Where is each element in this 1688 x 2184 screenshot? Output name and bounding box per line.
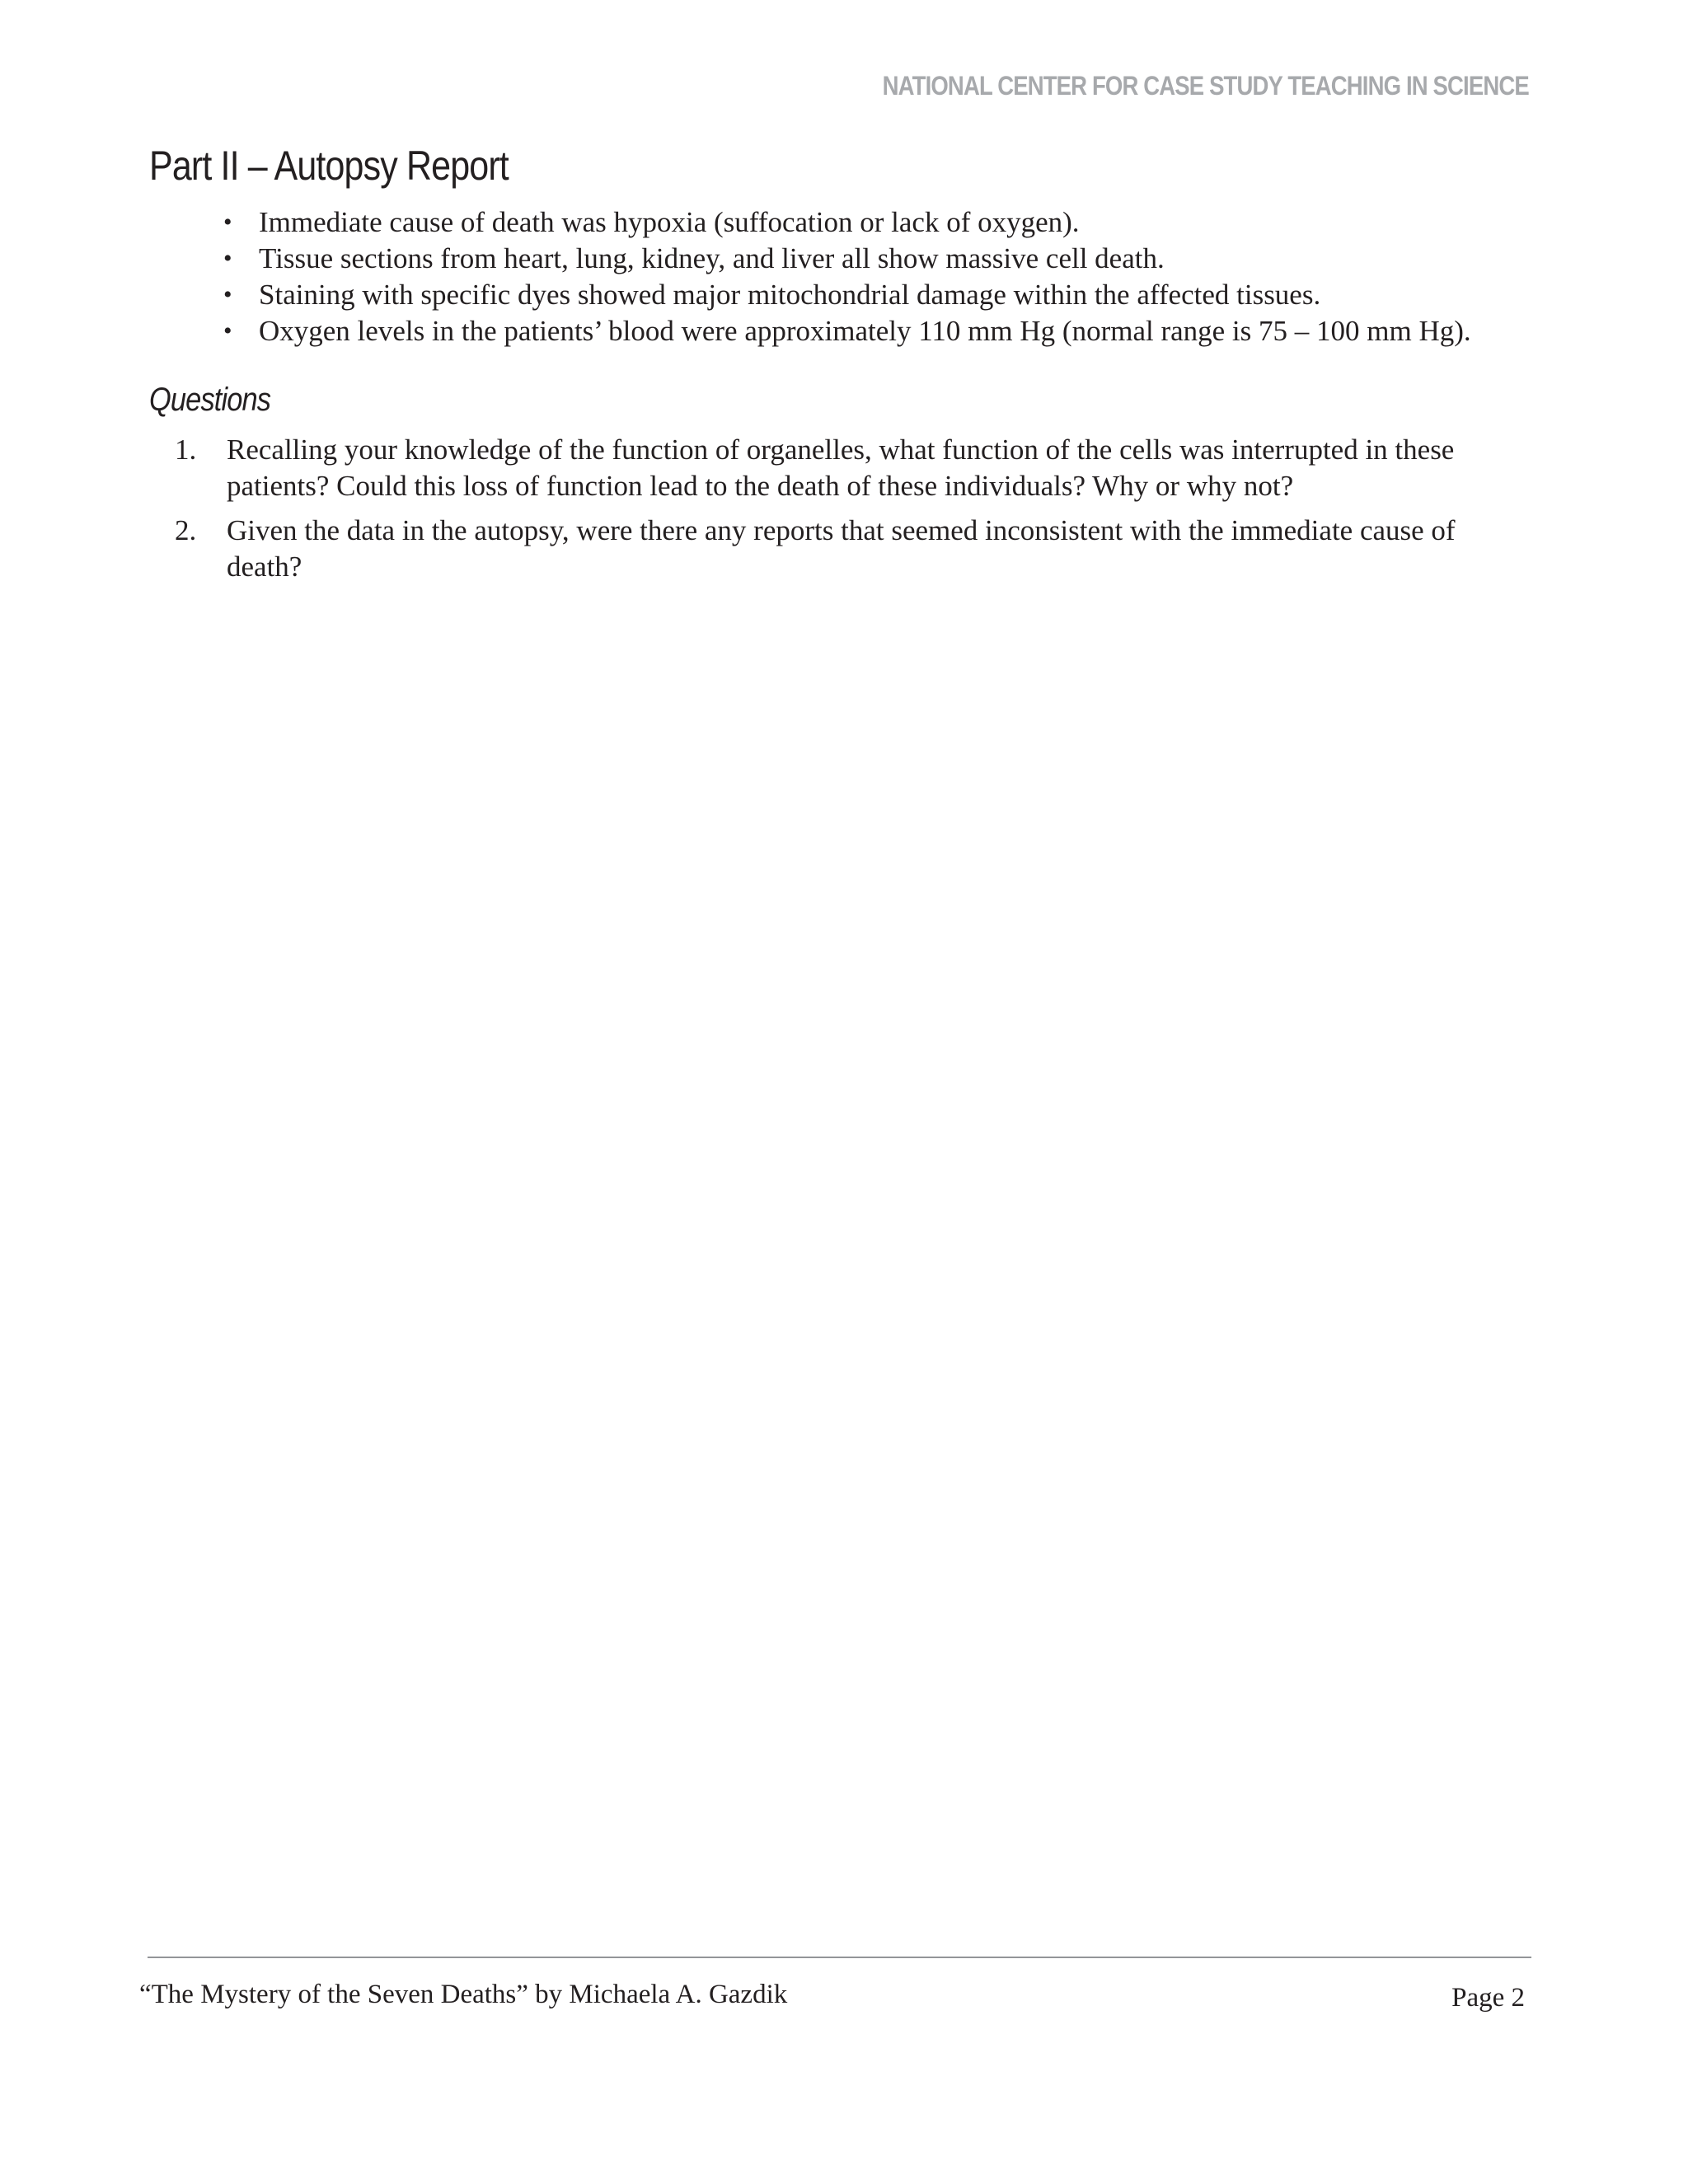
autopsy-findings-list — [224, 204, 1471, 349]
list-item — [224, 313, 1471, 349]
question-number: 2. — [175, 514, 197, 546]
finding-text: Staining with specific dyes showed major mitochondrial damage within the affected tissues. — [259, 279, 1321, 311]
list-item — [224, 204, 1471, 241]
finding-text: Oxygen levels in the patients’ blood were approximately 110 mm Hg (normal range is 75 – 100 mm Hg). — [259, 315, 1471, 347]
bullet: • — [223, 245, 232, 272]
question-text: Recalling your knowledge of the function of organelles, what function of the cells was interrupted in these patients? Could this loss of function lead to the death of these individuals? Why or why not? — [227, 434, 1455, 502]
section-title: Part II – Autopsy Report — [149, 143, 509, 189]
list-item — [175, 513, 1493, 585]
bullet: • — [223, 317, 232, 344]
list-item — [175, 432, 1493, 504]
footer-divider — [148, 1957, 1531, 1958]
page-header-organization: NATIONAL CENTER FOR CASE STUDY TEACHING IN SCIENCE — [882, 71, 1529, 101]
bullet: • — [223, 281, 232, 308]
list-item — [224, 277, 1471, 313]
question-number: 1. — [175, 434, 197, 466]
questions-list — [175, 432, 1493, 593]
finding-text: Immediate cause of death was hypoxia (suffocation or lack of oxygen). — [259, 206, 1080, 238]
list-item — [224, 241, 1471, 277]
questions-heading: Questions — [149, 382, 271, 418]
question-text: Given the data in the autopsy, were there any reports that seemed inconsistent with the immediate cause of death? — [227, 514, 1456, 583]
finding-text: Tissue sections from heart, lung, kidney, and liver all show massive cell death. — [259, 242, 1165, 274]
footer-page-number: Page 2 — [1451, 1983, 1525, 2013]
footer-citation: “The Mystery of the Seven Deaths” by Michaela A. Gazdik — [139, 1980, 788, 2009]
bullet: • — [223, 209, 232, 236]
